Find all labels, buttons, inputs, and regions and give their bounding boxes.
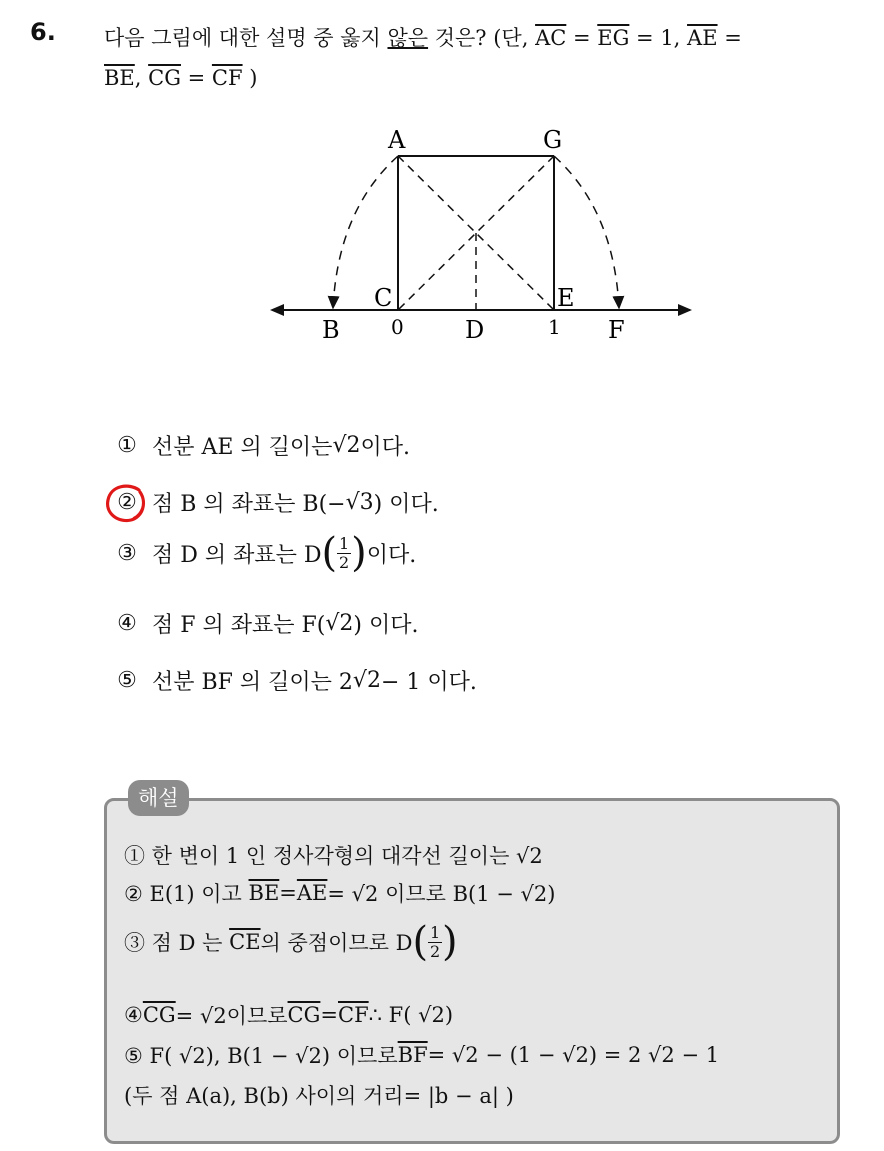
question-number: 6.: [30, 18, 56, 46]
label-g: G: [543, 126, 563, 154]
fraction-denominator: 2: [339, 552, 350, 572]
label-c: C: [374, 284, 393, 312]
arrow-left-icon: [270, 304, 284, 316]
solution-line-1: ① 한 변이 1 인 정사각형의 대각선 길이는 √2: [124, 844, 543, 868]
label-b: B: [322, 316, 340, 344]
fraction-denominator: 2: [429, 941, 441, 961]
option-3-text: 점 D 의 좌표는 D: [152, 542, 322, 568]
solution-line-5-b: = √2 − (1 − √2) = 2 √2 − 1: [427, 1043, 720, 1067]
segment-ae: $\overline{AE}$: [296, 881, 328, 905]
option-4-after: ) 이다.: [353, 613, 419, 638]
right-paren: ): [442, 919, 458, 965]
segment-eg: $\overline{EG}$: [597, 26, 630, 50]
solution-line-5-a: ⑤ F( √2), B(1 − √2) 이므로: [124, 1044, 398, 1068]
option-3-after: 이다.: [366, 542, 417, 568]
equals-sign: =: [279, 881, 297, 905]
option-3[interactable]: [112, 530, 417, 576]
label-f: F: [608, 316, 625, 344]
segment-be: $\overline{BE}$: [104, 66, 135, 90]
left-paren: (: [321, 530, 338, 576]
solution-tag: 해설: [128, 780, 189, 816]
solution-line-3-b: 의 중점이므로 D: [260, 931, 413, 955]
label-a: A: [388, 126, 406, 154]
option-1-after: 이다.: [360, 435, 410, 460]
label-d: D: [465, 316, 485, 344]
solution-line-4-d: ∴ F( √2): [368, 1003, 454, 1027]
option-2-math: √3: [345, 490, 374, 515]
question-stem: [104, 18, 864, 98]
option-5-after: − 1 이다.: [380, 670, 477, 695]
segment-ae: $\overline{AE}$: [687, 26, 718, 50]
option-2[interactable]: [112, 487, 439, 518]
option-1-mark: ①: [117, 433, 137, 458]
stem-text-b: 것은? (단,: [428, 26, 536, 50]
geometry-figure: [260, 120, 700, 350]
equals-sign: =: [566, 26, 598, 50]
option-2-mark-text: ②: [117, 490, 137, 515]
comma: ,: [134, 66, 149, 90]
solution-line-2: [124, 878, 555, 908]
segment-cg: $\overline{CG}$: [142, 1003, 176, 1027]
solution-line-4-b: = √2이므로: [175, 1004, 288, 1028]
fraction-numerator: 1: [429, 922, 441, 942]
fraction-numerator: 1: [339, 533, 350, 553]
segment-ce: $\overline{CE}$: [229, 930, 261, 954]
stem-underlined: 않은: [387, 26, 429, 50]
equals-sign: =: [717, 26, 742, 50]
option-5[interactable]: [112, 665, 477, 696]
segment-cf: $\overline{CF}$: [211, 66, 243, 90]
solution-line-2-b: = √2 이므로 B(1 − √2): [327, 882, 556, 906]
option-5-mark: ⑤: [117, 668, 137, 693]
solution-fraction: [428, 924, 442, 961]
arrow-right-icon: [678, 304, 692, 316]
solution-line-3: [124, 919, 458, 965]
option-4-mark: ④: [117, 611, 137, 636]
option-1-math: √2: [332, 433, 361, 458]
solution-line-5: [124, 1040, 719, 1070]
tick-label-one: 1: [548, 315, 561, 339]
segment-cg: $\overline{CG}$: [287, 1003, 321, 1027]
close-paren: ): [242, 66, 258, 90]
left-paren: (: [412, 919, 429, 965]
solution-line-4: [124, 1000, 453, 1030]
option-5-math: √2: [352, 668, 381, 693]
option-3-fraction: [337, 535, 351, 572]
option-4-text: 점 F 의 좌표는 F(: [152, 613, 326, 638]
answer-circle-icon: [103, 482, 151, 526]
option-1-text: 선분 AE 의 길이는: [152, 435, 333, 460]
equals-sign: =: [320, 1003, 338, 1027]
option-2-after: ) 이다.: [373, 492, 439, 517]
tick-label-zero: 0: [391, 315, 404, 339]
option-1[interactable]: [112, 430, 410, 461]
option-3-mark: ③: [117, 540, 137, 566]
equals-sign: =: [180, 66, 212, 90]
value-one: = 1,: [629, 26, 688, 50]
solution-line-4-a: ④: [124, 1003, 143, 1027]
option-4-math: √2: [325, 611, 354, 636]
option-2-text: 점 B 의 좌표는 B(−: [152, 492, 346, 517]
segment-cf: $\overline{CF}$: [338, 1003, 369, 1027]
option-5-text: 선분 BF 의 길이는 2: [152, 670, 353, 695]
segment-bf: $\overline{BF}$: [397, 1043, 428, 1067]
stem-text-a: 다음 그림에 대한 설명 중 옳지: [104, 26, 388, 50]
solution-line-6: (두 점 A(a), B(b) 사이의 거리= |b − a| ): [124, 1084, 514, 1108]
segment-be: $\overline{BE}$: [248, 881, 280, 905]
option-2-mark: [112, 490, 142, 515]
right-paren: ): [351, 530, 367, 576]
label-e: E: [557, 284, 575, 312]
segment-cg: $\overline{CG}$: [148, 66, 181, 90]
segment-ac: $\overline{AC}$: [535, 26, 567, 50]
solution-line-2-a: ② E(1) 이고: [124, 882, 242, 906]
solution-line-3-a: ③ 점 D 는: [124, 931, 223, 955]
option-4[interactable]: [112, 608, 418, 639]
